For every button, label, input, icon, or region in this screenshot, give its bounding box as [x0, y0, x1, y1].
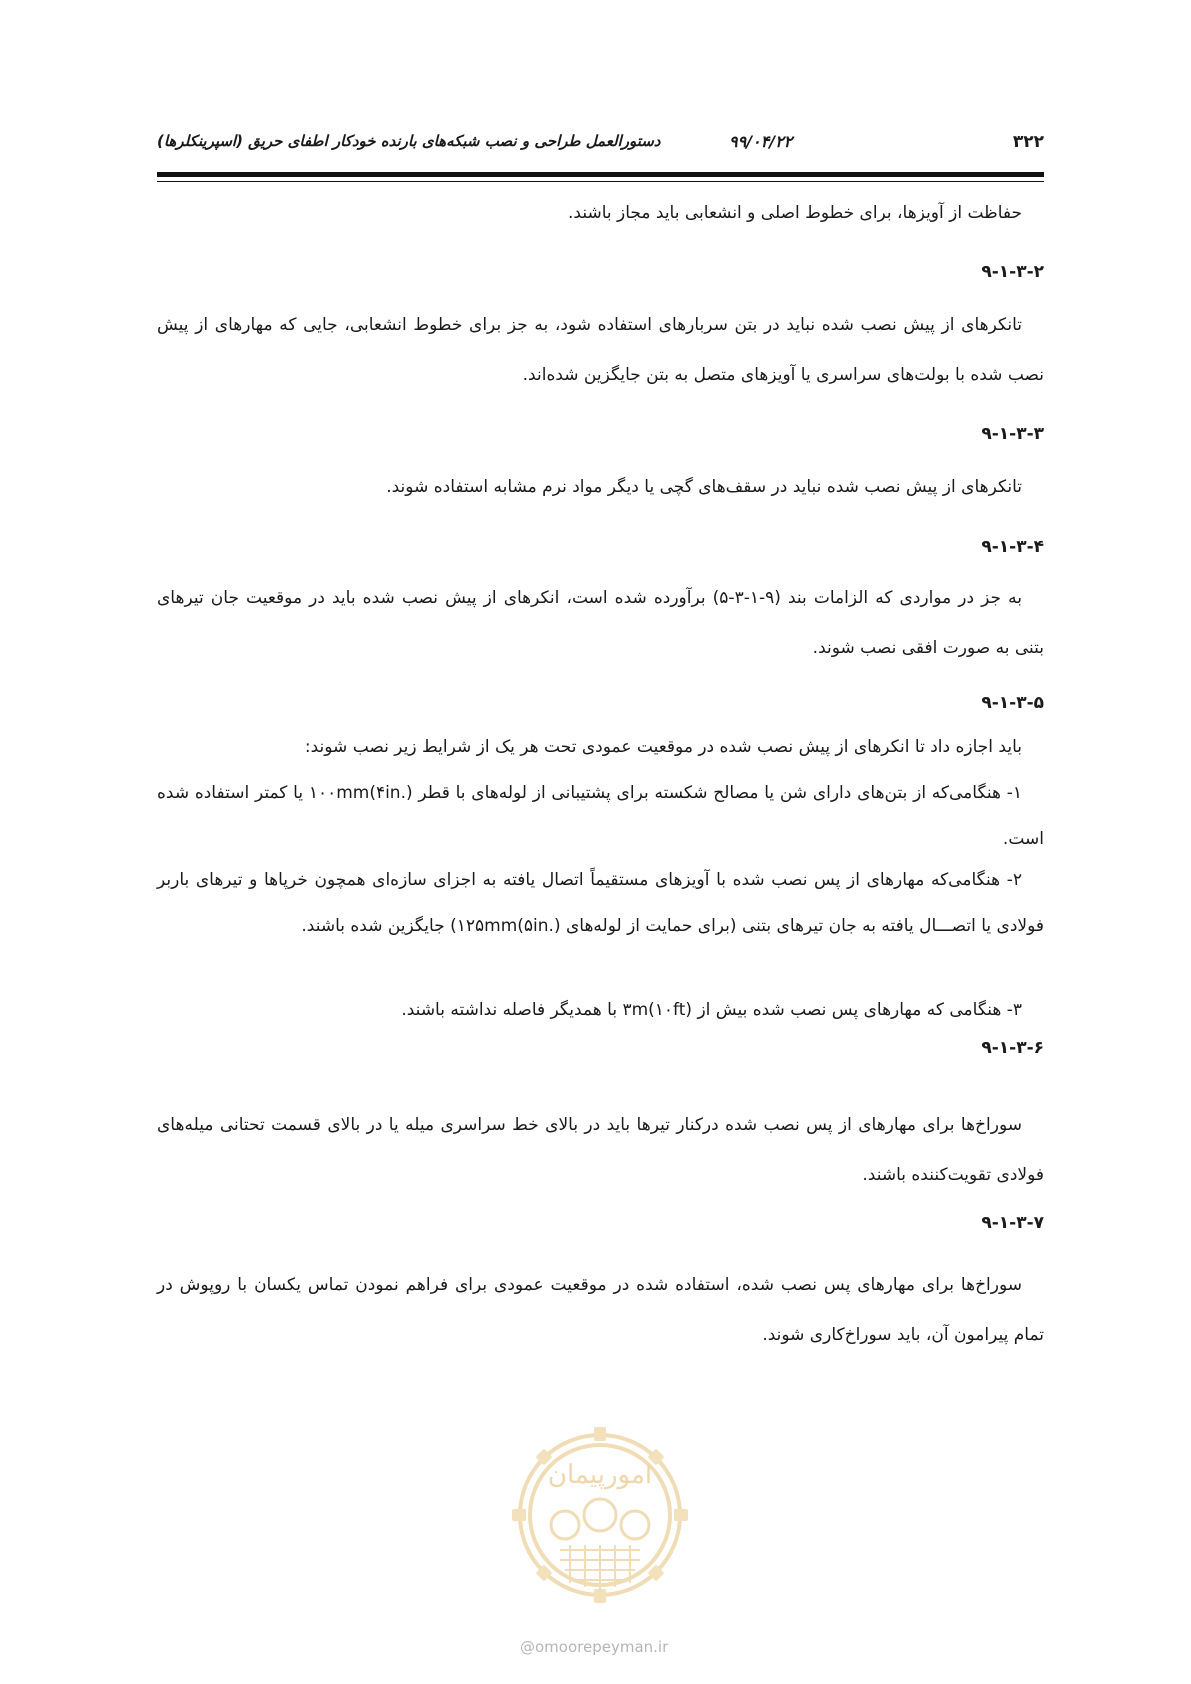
section-heading: ۹-۱-۳-۲ [981, 262, 1044, 282]
list-item: ۲- هنگامی‌که مهارهای از پس نصب شده با آویزهای مستقیماً اتصال یافته به اجزای سازه‌ای همچون خرپاها و تیرهای باربر فولادی یا اتصـــال یافته به جان تیرهای بتنی (برای حمایت از لوله‌های ۱۲۵mm(۵in.)) جایگزین شده باشند. [157, 870, 1044, 936]
section-paragraph: تانکرهای از پیش نصب شده نباید در سقف‌های گچی یا دیگر مواد نرم مشابه استفاده شوند. [386, 477, 1022, 497]
section-paragraph: سوراخ‌ها برای مهارهای از پس نصب شده درکنار تیرها باید در بالای خط سراسری میله یا در بالای قسمت تحتانی میله‌های فولادی تقویت‌کننده باشند. [157, 1115, 1044, 1185]
section-paragraph: تانکرهای از پیش نصب شده نباید در بتن سربارهای استفاده شود، به جز برای خطوط انشعابی، جایی که مهارهای از پیش نصب شده با بولت‌های سراسری یا آویزهای متصل به بتن جایگزین شده‌اند. [157, 315, 1044, 385]
section-heading: ۹-۱-۳-۵ [981, 693, 1044, 713]
section-heading: ۹-۱-۳-۶ [981, 1038, 1044, 1058]
list-item: ۱- هنگامی‌که از بتن‌های دارای شن یا مصالح شکسته برای پشتیبانی از لوله‌های با قطر ۱۰۰mm(۴in.) یا کمتر استفاده شده است. [157, 783, 1044, 849]
section-paragraph: سوراخ‌ها برای مهارهای پس نصب شده، استفاده شده در موقعیت عمودی برای فراهم نمودن تماس یکسان با روپوش در تمام پیرامون آن، باید سوراخ‌کاری شوند. [157, 1275, 1044, 1345]
watermark-logo [510, 1415, 690, 1615]
section-paragraph: باید اجازه داد تا انکرهای از پیش نصب شده در موقعیت عمودی تحت هر یک از شرایط زیر نصب شوند: [304, 737, 1022, 757]
page-number: ۳۲۲ [1012, 132, 1044, 152]
section-heading: ۹-۱-۳-۴ [981, 537, 1044, 557]
intro-paragraph: حفاظت از آویزها، برای خطوط اصلی و انشعابی باید مجاز باشند. [568, 203, 1022, 223]
watermark-url: @omoorepeyman.ir [520, 1638, 669, 1656]
header-date: ۹۹/۰۴/۲۲ [729, 132, 793, 151]
gear-logo-icon [510, 1415, 690, 1615]
header-title: دستورالعمل طراحی و نصب شبکه‌های بارنده خودکار اطفای حریق (اسپرینکلرها) [157, 132, 661, 150]
list-item: ۳- هنگامی که مهارهای پس نصب شده بیش از ۳m(۱۰ft) با همدیگر فاصله نداشته باشند. [401, 1000, 1022, 1020]
section-paragraph: به جز در مواردی که الزامات بند (۹-۱-۳-۵) برآورده شده است، انکرهای از پیش نصب شده باید در موقعیت جان تیرهای بتنی به صورت افقی نصب شوند. [157, 588, 1044, 658]
logo-text: امورپیمان [547, 1460, 653, 1490]
section-heading: ۹-۱-۳-۳ [981, 424, 1044, 444]
section-heading: ۹-۱-۳-۷ [981, 1213, 1044, 1233]
